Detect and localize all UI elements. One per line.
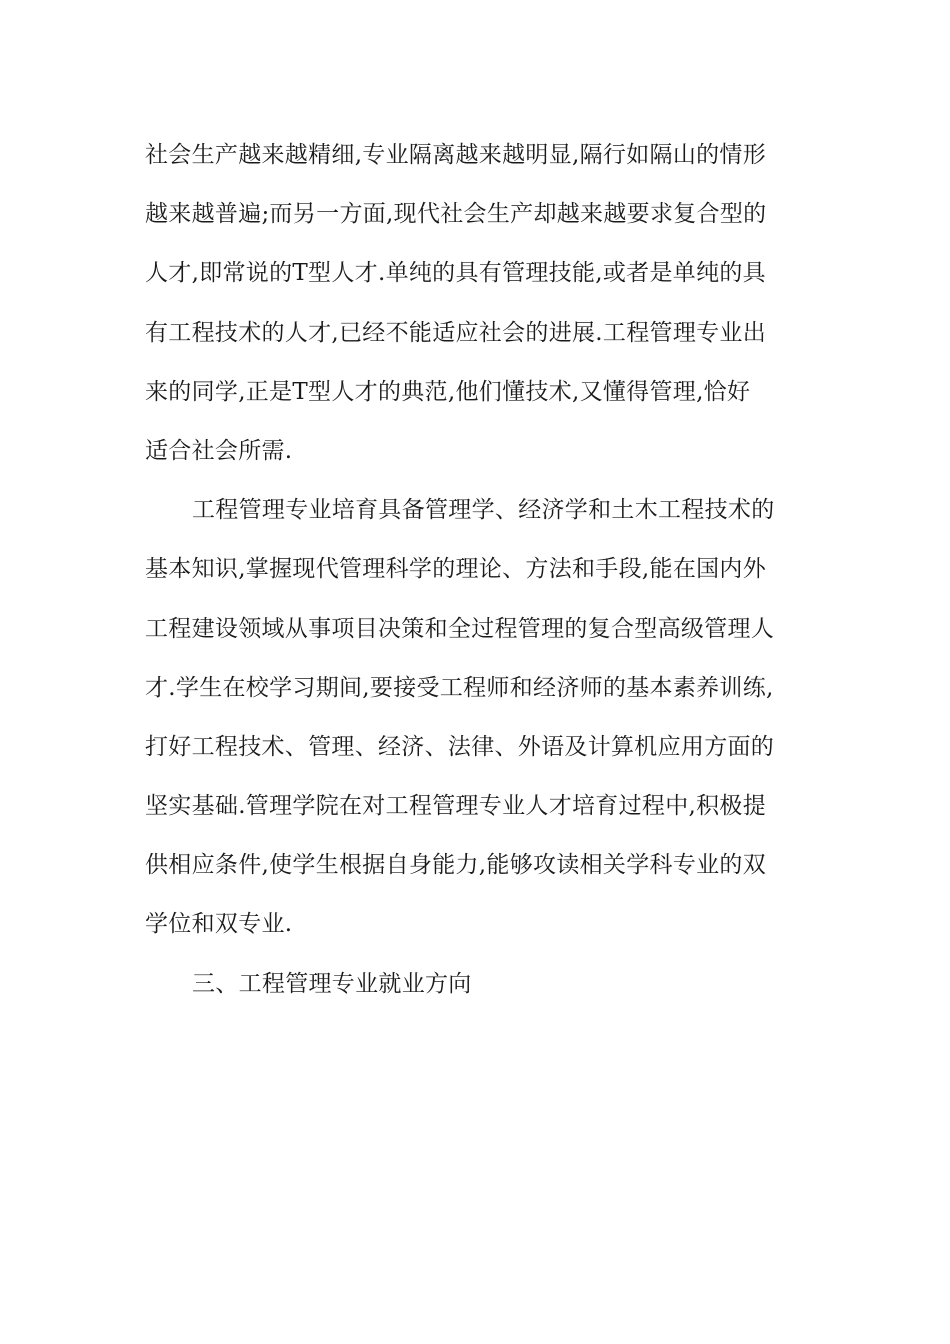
text-line: 学位和双专业. bbox=[145, 911, 293, 938]
text-line: 有工程技术的人才,已经不能适应社会的进展.工程管理专业出 bbox=[145, 319, 767, 346]
text-line: 基本知识,掌握现代管理科学的理论、方法和手段,能在国内外 bbox=[145, 556, 767, 583]
text-line: 人才,即常说的T型人才.单纯的具有管理技能,或者是单纯的具 bbox=[145, 260, 766, 287]
text-line: 才.学生在校学习期间,要接受工程师和经济师的基本素养训练, bbox=[145, 674, 774, 701]
section-heading-text: 三、工程管理专业就业方向 bbox=[192, 970, 472, 997]
text-line: 越来越普遍;而另一方面,现代社会生产却越来越要求复合型的 bbox=[145, 201, 767, 228]
text-line: 适合社会所需. bbox=[145, 437, 293, 464]
document-body bbox=[145, 126, 807, 1014]
paragraph-2 bbox=[145, 481, 807, 955]
text-line: 社会生产越来越精细,专业隔离越来越明显,隔行如隔山的情形 bbox=[145, 142, 767, 168]
text-line: 坚实基础.管理学院在对工程管理专业人才培育过程中,积极提 bbox=[145, 793, 767, 820]
text-line: 工程管理专业培育具备管理学、经济学和土木工程技术的 bbox=[192, 497, 775, 524]
paragraph-1 bbox=[145, 126, 807, 481]
section-heading bbox=[145, 955, 807, 1014]
text-line: 来的同学,正是T型人才的典范,他们懂技术,又懂得管理,恰好 bbox=[145, 378, 751, 405]
text-line: 供相应条件,使学生根据自身能力,能够攻读相关学科专业的双 bbox=[145, 852, 767, 879]
text-line: 工程建设领域从事项目决策和全过程管理的复合型高级管理人 bbox=[145, 615, 775, 642]
text-line: 打好工程技术、管理、经济、法律、外语及计算机应用方面的 bbox=[145, 733, 775, 760]
